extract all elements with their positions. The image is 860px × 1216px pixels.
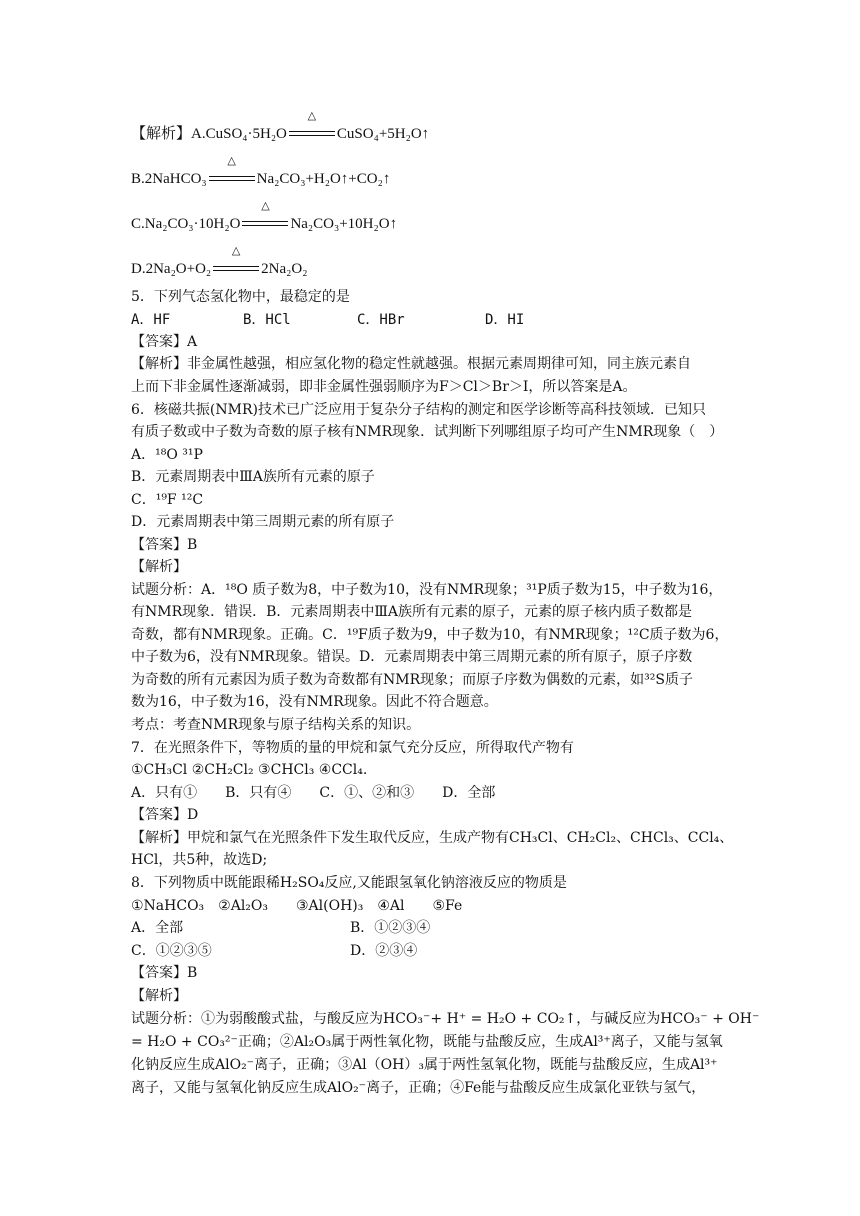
q6-analysis-line: 奇数，都有NMR现象。正确。C．¹⁹F质子数为9，中子数为10，有NMR现象；¹²C质子数为6， [131, 627, 729, 643]
q6-analysis-line: 有NMR现象．错误．B．元素周期表中ⅢA族所有元素的原子，元素的原子核内质子数都是 [131, 604, 693, 620]
q6-analysis-line: 为奇数的所有元素因为质子数为奇数都有NMR现象；而原子序数为偶数的元素，如³²S质子 [131, 672, 693, 688]
q8-option-c: C．①②③⑤ [131, 943, 212, 959]
q7-stem: 7．在光照条件下，等物质的量的甲烷和氯气充分反应，所得取代产物有 [131, 740, 574, 756]
q5-analysis-line: 【解析】非金属性越强，相应氢化物的稳定性就越强。根据元素周期律可知，同主族元素自 [131, 356, 691, 372]
q8-option-b: B．①②③④ [350, 920, 431, 936]
q8-analysis-label: 【解析】 [131, 988, 187, 1004]
q8-analysis-line: 化钠反应生成AlO₂⁻离子，正确；③Al（OH）₃属于两性氢氧化物，既能与盐酸反应，生成Al³⁺ [131, 1057, 718, 1073]
q8-option-d: D．②③④ [350, 943, 418, 959]
equation-d-reactant: D.2Na₂O+O₂ [131, 261, 212, 277]
heating-condition: △ [242, 214, 288, 228]
q7-products: ①CH₃Cl ②CH₂Cl₂ ③CHCl₃ ④CCl₄. [131, 762, 368, 778]
equation-b-product: Na₂CO₃+H₂O↑+CO₂↑ [256, 171, 391, 187]
q5-option-d: D．HI [485, 312, 525, 328]
q7-answer: 【答案】D [131, 807, 199, 823]
explanation-label: 【解析】A. [131, 126, 206, 142]
q7-analysis-line: 【解析】甲烷和氯气在光照条件下发生取代反应，生成产物有CH₃Cl、CH₂Cl₂、CHCl₃、CCl₄、 [131, 830, 734, 846]
q6-kaodian: 考点：考查NMR现象与原子结构关系的知识。 [131, 717, 421, 733]
q8-analysis-line: = H₂O + CO₃²⁻正确；②Al₂O₃属于两性氧化物，既能与盐酸反应，生成Al³⁺离子，又能与氢氧 [131, 1034, 723, 1050]
equation-a [131, 110, 430, 143]
q6-analysis-line: 中子数为6，没有NMR现象。错误。D．元素周期表中第三周期元素的所有原子，原子序数 [131, 649, 693, 665]
q5-stem: 5．下列气态氢化物中，最稳定的是 [131, 289, 350, 305]
heating-condition: △ [213, 259, 259, 273]
q8-option-a: A．全部 [131, 920, 184, 936]
q6-option-a: A．¹⁸O ³¹P [131, 447, 203, 463]
equation-d-product: 2Na₂O₂ [261, 261, 308, 277]
q6-stem: 有质子数或中子数为奇数的原子核有NMR现象．试判断下列哪组原子均可产生NMR现象（ ） [131, 424, 724, 440]
equation-c-product: Na₂CO₃+10H₂O↑ [290, 216, 398, 232]
equation-c-reactant: C.Na₂CO₃·10H₂O [131, 216, 241, 232]
q6-answer: 【答案】B [131, 537, 198, 553]
equation-c [131, 200, 398, 233]
heating-condition: △ [209, 169, 255, 183]
q6-analysis-label: 【解析】 [131, 559, 187, 575]
q5-answer: 【答案】A [131, 334, 198, 350]
heating-condition: △ [289, 124, 335, 138]
q8-items: ①NaHCO₃ ②Al₂O₃ ③Al(OH)₃ ④Al ⑤Fe [131, 898, 463, 914]
equation-d [131, 245, 308, 278]
q8-stem: 8．下列物质中既能跟稀H₂SO₄反应,又能跟氢氧化钠溶液反应的物质是 [131, 875, 567, 891]
q6-analysis-line: 试题分析：A．¹⁸O 质子数为8，中子数为10，没有NMR现象；³¹P质子数为15，中子数为16， [131, 582, 723, 598]
q5-option-a: A．HF [131, 312, 171, 328]
q6-option-b: B．元素周期表中ⅢA族所有元素的原子 [131, 469, 375, 485]
q6-option-d: D．元素周期表中第三周期元素的所有原子 [131, 514, 395, 530]
q8-analysis-line: 离子，又能与氢氧化钠反应生成AlO₂⁻离子，正确；④Fe能与盐酸反应生成氯化亚铁与氢气， [131, 1080, 706, 1096]
equation-a-product: CuSO₄+5H₂O↑ [336, 126, 430, 142]
q6-option-c: C．¹⁹F ¹²C [131, 492, 204, 508]
q6-analysis-line: 数为16，中子数为16，没有NMR现象。因此不符合题意。 [131, 694, 498, 710]
q5-option-b: B．HCl [243, 312, 291, 328]
q8-answer: 【答案】B [131, 965, 198, 981]
q6-stem: 6．核磁共振(NMR)技术已广泛应用于复杂分子结构的测定和医学诊断等高科技领域．已知只 [131, 402, 706, 418]
q5-option-c: C．HBr [357, 312, 405, 328]
q8-analysis-line: 试题分析：①为弱酸酸式盐，与酸反应为HCO₃⁻+ H⁺ = H₂O + CO₂↑，与碱反应为HCO₃⁻ + OH⁻ [131, 1011, 760, 1027]
equation-b [131, 155, 391, 188]
equation-b-reactant: B.2NaHCO₃ [131, 171, 207, 187]
equation-a-reactant: CuSO₄·5H₂O [205, 126, 287, 142]
q5-analysis-line: 上而下非金属性逐渐减弱，即非金属性强弱顺序为F＞Cl＞Br＞I，所以答案是A。 [131, 379, 637, 395]
q7-options: A．只有① B．只有④ C．①、②和③ D．全部 [131, 785, 496, 801]
q7-analysis-line: HCl，共5种，故选D; [131, 852, 268, 868]
